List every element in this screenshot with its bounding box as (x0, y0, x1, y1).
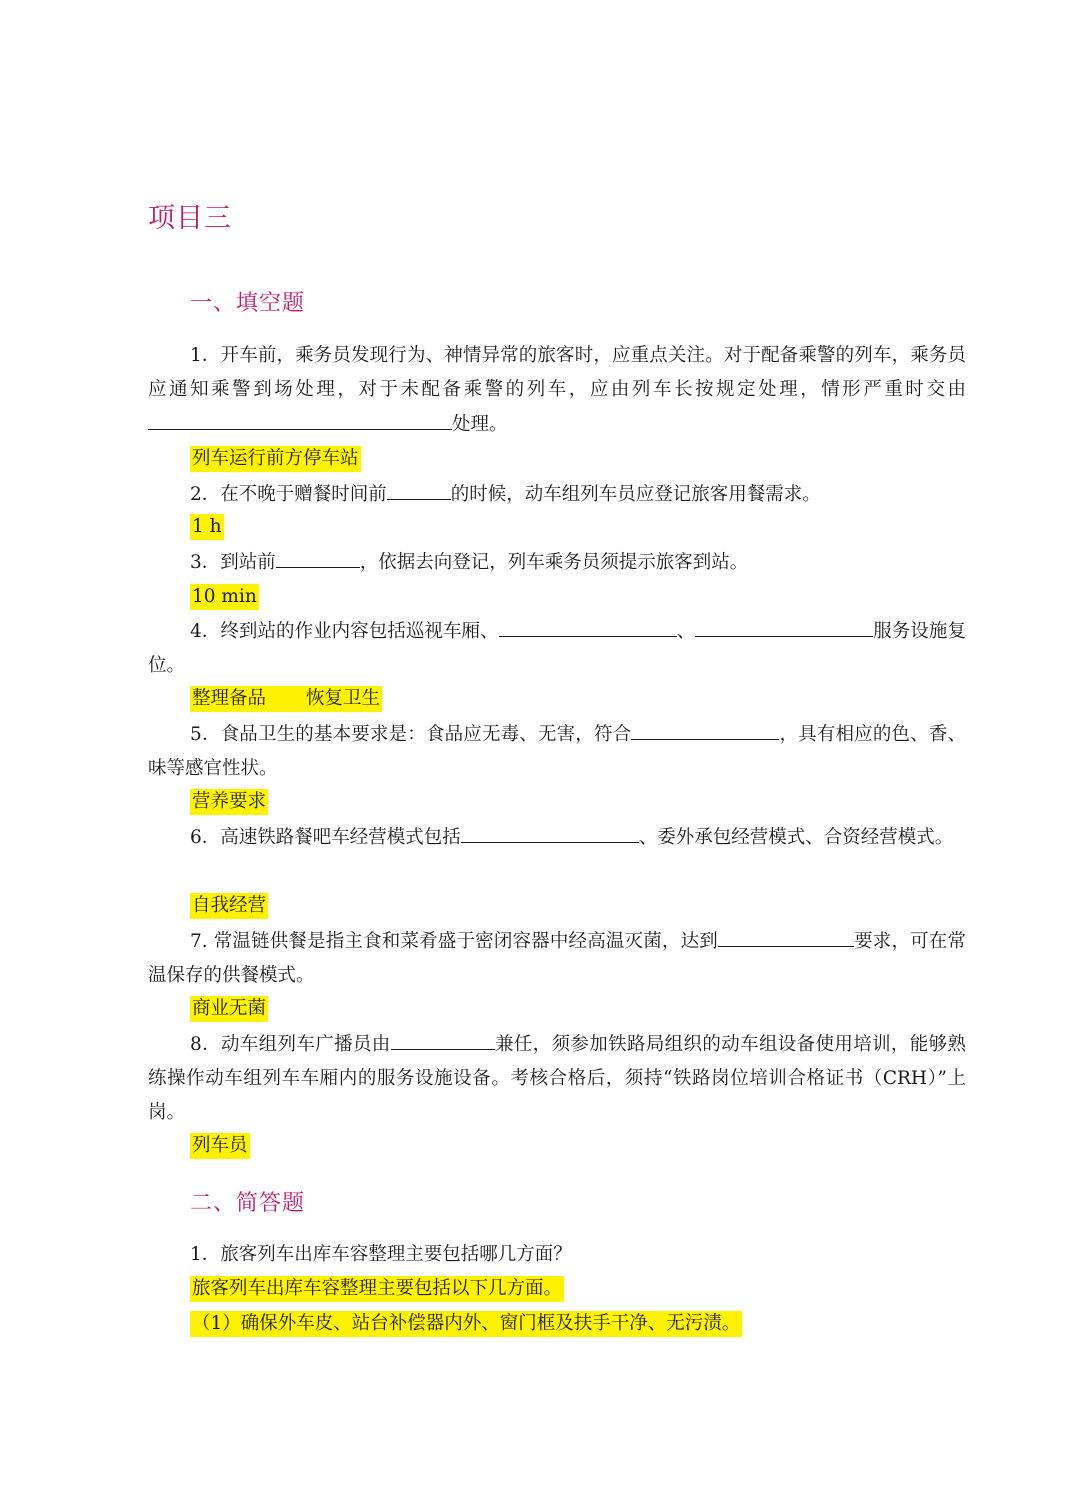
question-6-text: 6．高速铁路餐吧车经营模式包括 (190, 827, 461, 848)
question-8-text-end: 兼任，须参加铁路局组织的动车组设备使用培训，能够熟练操作动车组列车车厢内的服务设施设备。考核合格后，须持“铁路岗位培训合格证书（CRH）”上岗。 (148, 1034, 966, 1123)
question-7-text: 7. 常温链供餐是指主食和菜肴盛于密闭容器中经高温灭菌，达到 (190, 931, 718, 952)
question-6-text-end: 、委外承包经营模式、合资经营模式。 (638, 827, 954, 848)
short-answer-intro: 旅客列车出库车容整理主要包括以下几方面。 (190, 1276, 564, 1302)
answer-blank (148, 407, 452, 430)
page-title: 项目三 (148, 203, 232, 234)
section-heading-short-answer: 二、简答题 (190, 1191, 306, 1216)
answer-2: 1 h (190, 514, 224, 540)
question-1-text-end: 处理。 (452, 414, 508, 435)
answer-3: 10 min (190, 584, 259, 610)
answer-blank (499, 614, 677, 637)
question-4-text: 4．终到站的作业内容包括巡视车厢、 (190, 621, 499, 642)
answer-4 (190, 686, 382, 712)
question-6 (148, 820, 966, 855)
question-5-text-end: ，具有相应的色、香、味等感官性状。 (148, 724, 966, 779)
question-8 (148, 1027, 966, 1130)
answer-blank (461, 820, 639, 843)
answer-7: 商业无菌 (190, 996, 268, 1022)
question-8-text: 8．动车组列车广播员由 (190, 1034, 391, 1055)
answer-blank (391, 1027, 495, 1050)
question-3-text-end: ，依据去向登记，列车乘务员须提示旅客到站。 (359, 552, 749, 573)
answer-4a: 整理备品 (192, 688, 267, 709)
answer-5: 营养要求 (190, 789, 268, 815)
short-answer-item-1: （1）确保外车皮、站台补偿器内外、窗门框及扶手干净、无污渍。 (190, 1311, 742, 1337)
answer-8: 列车员 (190, 1133, 250, 1159)
answer-blank (276, 545, 360, 568)
question-5 (148, 717, 966, 786)
question-2-text-end: 的时候，动车组列车员应登记旅客用餐需求。 (450, 484, 821, 505)
answer-blank (718, 924, 854, 947)
answer-blank (387, 477, 451, 500)
answer-blank (695, 614, 873, 637)
answer-4b: 恢复卫生 (306, 688, 381, 709)
short-question-1: 1．旅客列车出库车容整理主要包括哪几方面？ (190, 1244, 572, 1265)
question-3 (148, 545, 966, 580)
question-2-text: 2．在不晚于赠餐时间前 (190, 484, 387, 505)
question-5-text: 5．食品卫生的基本要求是：食品应无毒、无害，符合 (190, 724, 632, 745)
question-7 (148, 924, 966, 993)
answer-6: 自我经营 (190, 893, 268, 919)
question-1-text: 1．开车前，乘务员发现行为、神情异常的旅客时，应重点关注。对于配备乘警的列车，乘务员应通知乘警到场处理，对于未配备乘警的列车，应由列车长按规定处理，情形严重时交由 (148, 345, 966, 400)
question-4-text-end: 服务设施复位。 (148, 621, 966, 676)
question-1 (148, 339, 966, 442)
answer-1: 列车运行前方停车站 (190, 446, 361, 472)
section-heading-fill-in-blank: 一、填空题 (190, 291, 306, 316)
question-2 (148, 477, 966, 512)
question-7-text-end: 要求，可在常温保存的供餐模式。 (148, 931, 966, 986)
question-4 (148, 614, 966, 683)
question-3-text: 3．到站前 (190, 552, 276, 573)
question-4-separator: 、 (676, 621, 696, 642)
answer-blank (631, 717, 779, 740)
